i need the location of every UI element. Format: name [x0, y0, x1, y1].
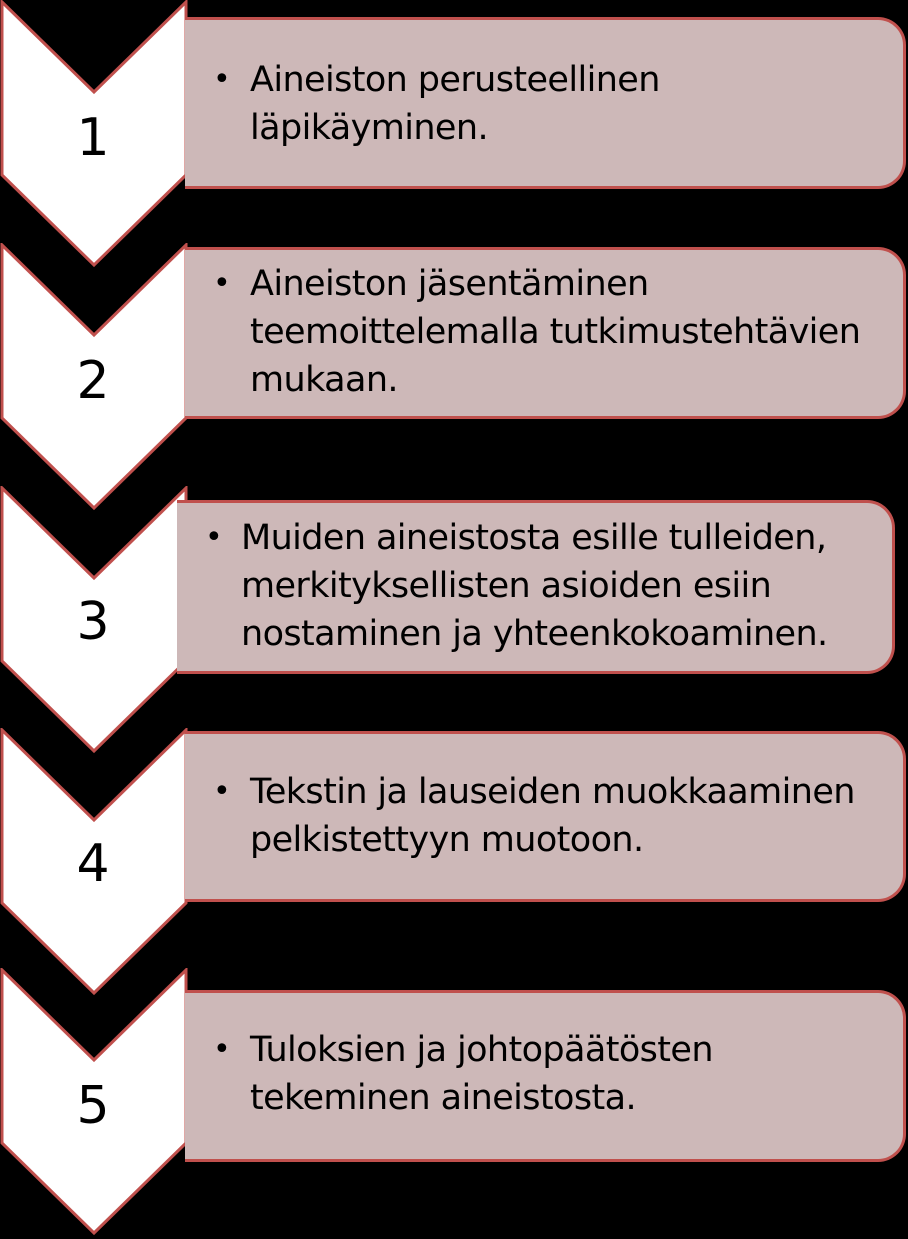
step-2-line-3: mukaan. [250, 360, 398, 400]
step-5-number: 5 [76, 1076, 110, 1136]
step-4-text [250, 768, 855, 864]
step-5-bullet: • [213, 1032, 231, 1067]
step-3-line-3: nostaminen ja yhteenkokoaminen. [241, 614, 828, 654]
step-3-line-1: Muiden aineistosta esille tulleiden, [241, 518, 827, 558]
step-3-text [241, 514, 828, 658]
step-3 [0, 486, 908, 756]
step-3-number: 3 [76, 592, 110, 652]
step-2-line-1: Aineiston jäsentäminen [250, 264, 649, 304]
step-4 [0, 728, 908, 998]
step-5-text [250, 1026, 713, 1122]
step-1 [0, 0, 908, 270]
step-3-line-2: merkityksellisten asioiden esiin [241, 566, 772, 606]
step-4-bullet: • [213, 774, 231, 809]
step-1-line-1: Aineiston perusteellinen [250, 60, 660, 100]
step-4-line-1: Tekstin ja lauseiden muokkaaminen [250, 772, 855, 812]
step-4-line-2: pelkistettyyn muotoon. [250, 820, 644, 860]
step-1-number: 1 [76, 108, 110, 168]
step-4-number: 4 [76, 834, 110, 894]
step-2-bullet: • [213, 266, 231, 301]
step-2-line-2: teemoittelemalla tutkimustehtävien [250, 312, 861, 352]
step-1-line-2: läpikäyminen. [250, 108, 488, 148]
step-2-number: 2 [76, 351, 110, 411]
step-5-line-1: Tuloksien ja johtopäätösten [250, 1030, 713, 1070]
step-1-text [250, 56, 660, 152]
step-2-text [250, 260, 860, 404]
step-3-bullet: • [205, 520, 223, 555]
step-2 [0, 243, 908, 513]
step-1-bullet: • [213, 62, 231, 97]
step-5 [0, 968, 908, 1238]
step-5-line-2: tekeminen aineistosta. [250, 1078, 636, 1118]
